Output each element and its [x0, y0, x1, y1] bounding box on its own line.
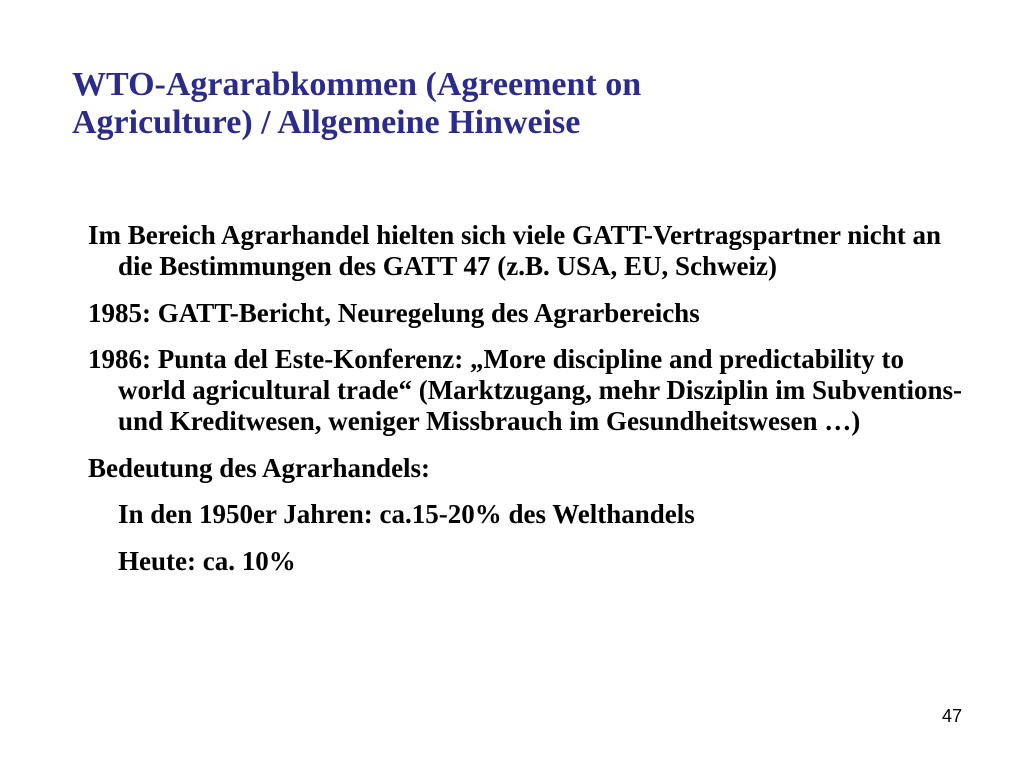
paragraph-1986-conference: 1986: Punta del Este-Konferenz: „More discipline and predictability to world agricultural trade“ (Marktzugang, mehr Disziplin im Subventions- und Kreditwesen, weniger Missbrauch im Gesundheitswesen …)	[88, 344, 963, 436]
page-number: 47	[941, 706, 962, 726]
slide-title	[72, 66, 972, 142]
paragraph-1985-report: 1985: GATT-Bericht, Neuregelung des Agrarbereichs	[88, 297, 700, 328]
paragraph-1950s-share: In den 1950er Jahren: ca.15-20% des Welthandels	[118, 499, 695, 530]
paragraph-importance-heading: Bedeutung des Agrarhandels:	[88, 452, 431, 483]
paragraph-today-share: Heute: ca. 10%	[118, 546, 296, 577]
slide-title-line-2: Agriculture) / Allgemeine Hinweise	[72, 104, 581, 142]
slide-body	[88, 220, 968, 593]
slide-title-line-1: WTO-Agrarabkommen (Agreement on	[72, 66, 642, 103]
paragraph-gatt-noncompliance: Im Bereich Agrarhandel hielten sich viele GATT-Vertragspartner nicht an die Bestimmungen des GATT 47 (z.B. USA, EU, Schweiz)	[88, 220, 941, 281]
